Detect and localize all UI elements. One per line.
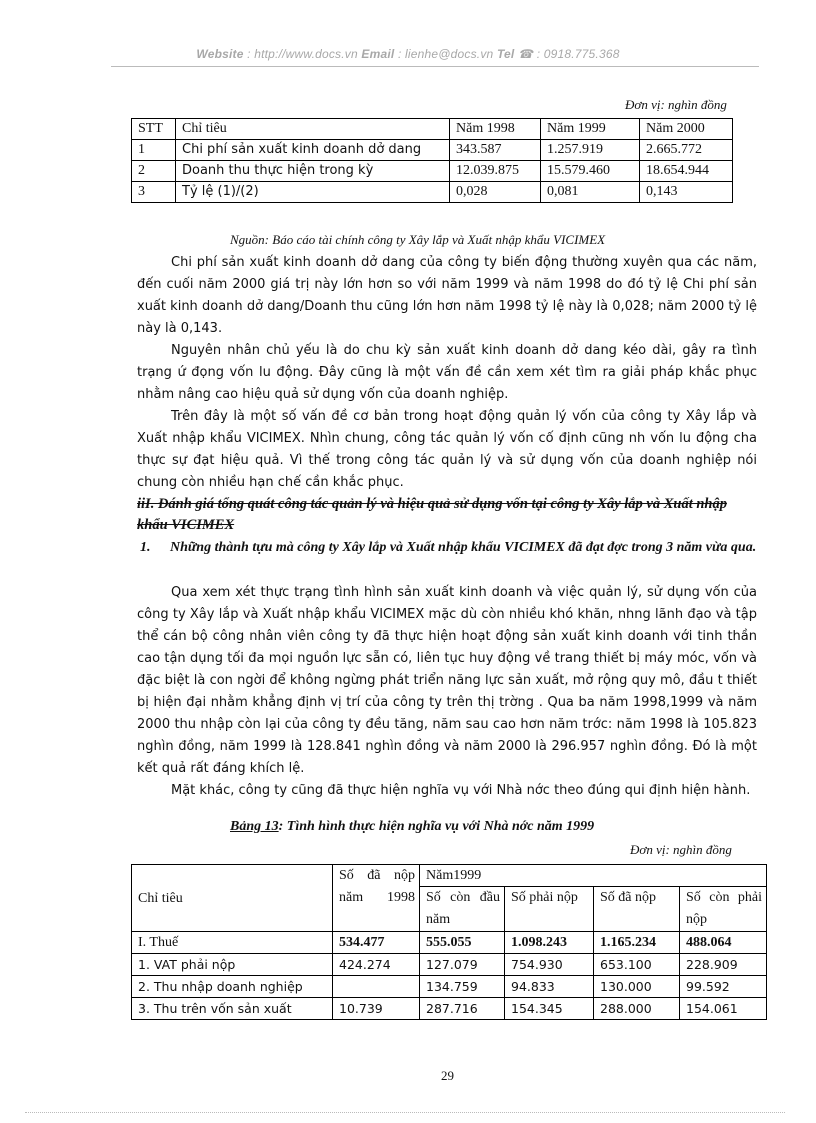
table-row: [132, 161, 733, 182]
subsection-number: 1.: [140, 540, 151, 555]
header-rule: [111, 66, 759, 67]
table-cell: 2. Thu nhập doanh nghiệp: [132, 976, 333, 998]
table-header-cell: Số còn phải nộp: [680, 887, 767, 932]
table-cell: Tỷ lệ (1)/(2): [176, 182, 450, 203]
table-cell: Chi phí sản xuất kinh doanh dở dang: [176, 140, 450, 161]
email-value[interactable]: : lienhe@docs.vn: [397, 47, 494, 61]
table-cell: 2: [132, 161, 176, 182]
table-cell: 127.079: [420, 954, 505, 976]
table-cell: 3: [132, 182, 176, 203]
table-cell: 754.930: [505, 954, 594, 976]
table-cell: 1.257.919: [541, 140, 640, 161]
table-cell: 130.000: [594, 976, 680, 998]
table-header-row: [132, 119, 733, 140]
table-cell: 653.100: [594, 954, 680, 976]
table-cell: 15.579.460: [541, 161, 640, 182]
paragraph: Mặt khác, công ty cũng đã thực hiện nghĩa vụ với Nhà nớc theo đúng qui định hiện hành.: [171, 783, 751, 798]
subsection-title: Những thành tựu mà công ty Xây lắp và Xuất nhập khẩu VICIMEX đã đạt đợc trong 3 năm vừa qua.: [170, 540, 757, 555]
paragraph: Trên đây là một số vấn đề cơ bản trong hoạt động quản lý vốn của công ty Xây lắp và Xuất nhập khẩu VICIMEX. Nhìn chung, công tác quản lý vốn cố định cũng nh vốn lu động cha thực sự đạt hiệu quả. Vì thế trong công tác quản lý và sử dụng vốn của doanh nghiệp nói chung còn nhiều hạn chế cần khắc phục.: [137, 409, 757, 490]
table-cell: 2.665.772: [640, 140, 733, 161]
table-header-cell: Năm 1999: [541, 119, 640, 140]
table-cell: 94.833: [505, 976, 594, 998]
tel-value: ☎ : 0918.775.368: [518, 47, 620, 61]
table-cell: 154.061: [680, 998, 767, 1020]
email-label: Email: [361, 47, 395, 61]
table-cell: 488.064: [680, 932, 767, 954]
table-header-group: Năm1999: [420, 865, 767, 887]
table-cell: 99.592: [680, 976, 767, 998]
table2-unit: Đơn vị: nghìn đồng: [630, 842, 732, 857]
table-cell: 18.654.944: [640, 161, 733, 182]
table-cell: 534.477: [333, 932, 420, 954]
table-cell: 3. Thu trên vốn sản xuất: [132, 998, 333, 1020]
table-header-cell: STT: [132, 119, 176, 140]
table-cell: 12.039.875: [450, 161, 541, 182]
table-cell: 228.909: [680, 954, 767, 976]
section-heading: iiI. Đánh giá tổng quát công tác quản lý và hiệu quả sử dụng vốn tại công ty Xây lắp và Xuất nhập khẩu VICIMEX: [137, 496, 727, 533]
table-row: [132, 182, 733, 203]
table-cell: 555.055: [420, 932, 505, 954]
table-cell: 288.000: [594, 998, 680, 1020]
table-cell: 287.716: [420, 998, 505, 1020]
table-cell: 1. VAT phải nộp: [132, 954, 333, 976]
paragraph: Chi phí sản xuất kinh doanh dở dang của công ty biến động thường xuyên qua các năm, đến cuối năm 2000 giá trị này lớn hơn so với năm 1999 và năm 1998 do đó tỷ lệ Chi phí sản xuất kinh doanh dở dang/Doanh thu cũng lớn hơn năm 1998 tỷ lệ này là 0,028; năm 2000 tỷ lệ này là 0,143.: [137, 255, 757, 336]
table2-caption: [230, 819, 594, 835]
page-number: 29: [441, 1068, 454, 1083]
table-cell: 0,143: [640, 182, 733, 203]
website-label: Website: [196, 47, 244, 61]
page-header: [0, 47, 816, 61]
table-cell: 134.759: [420, 976, 505, 998]
table-cell: 1: [132, 140, 176, 161]
cost-revenue-table: [131, 118, 733, 203]
table-header-cell: Chỉ tiêu: [132, 865, 333, 932]
table-row: [132, 976, 767, 998]
table-cell: 1.098.243: [505, 932, 594, 954]
table-row: [132, 140, 733, 161]
table-cell: 343.587: [450, 140, 541, 161]
table-header-cell: Số đã nộp: [594, 887, 680, 932]
table-header-cell: Số còn đầu năm: [420, 887, 505, 932]
footer-rule: [25, 1112, 785, 1113]
tax-obligations-table: [131, 864, 767, 1020]
table2-caption-label: Bảng 13: [230, 819, 279, 834]
table-header-row: [132, 865, 767, 887]
website-value[interactable]: : http://www.docs.vn: [247, 47, 358, 61]
subsection-heading: [140, 537, 760, 559]
table-header-cell: Số phải nộp: [505, 887, 594, 932]
table-cell: 154.345: [505, 998, 594, 1020]
table-cell: 0,028: [450, 182, 541, 203]
table-cell: 0,081: [541, 182, 640, 203]
table-cell: Doanh thu thực hiện trong kỳ: [176, 161, 450, 182]
tel-label: Tel: [496, 47, 515, 61]
table-row: [132, 932, 767, 954]
paragraph: Nguyên nhân chủ yếu là do chu kỳ sản xuất kinh doanh dở dang kéo dài, gây ra tình trạng ứ đọng vốn lu động. Đây cũng là một vấn đề cần xem xét tìm ra giải pháp khắc phục nhằm nâng cao hiệu quả sử dụng vốn của doanh nghiệp.: [137, 343, 757, 402]
table1-unit: Đơn vị: nghìn đồng: [625, 97, 727, 112]
body-text-block-2: [137, 582, 757, 802]
table-header-cell: Năm 2000: [640, 119, 733, 140]
table1-source: Nguồn: Báo cáo tài chính công ty Xây lắp và Xuất nhập khẩu VICIMEX: [230, 232, 606, 247]
table-cell: I. Thuế: [132, 932, 333, 954]
table-row: [132, 954, 767, 976]
table-header-cell: Năm 1998: [450, 119, 541, 140]
table-cell: 424.274: [333, 954, 420, 976]
table-header-cell: Số đã nộp năm 1998: [333, 865, 420, 932]
body-text-block-1: [137, 252, 757, 494]
paragraph: Qua xem xét thực trạng tình hình sản xuất kinh doanh và việc quản lý, sử dụng vốn của công ty Xây lắp và Xuất nhập khẩu VICIMEX mặc dù còn nhiều khó khăn, nhng lãnh đạo và tập thể cán bộ công nhân viên công ty đã thực hiện hoạt động sản xuất kinh doanh với tinh thần cao tận dụng tối đa mọi nguồn lực sẵn có, liên tục huy động về trang thiết bị máy móc, vốn và đặc biệt là con ngời để không ngừng phát triển năng lực sản xuất, mở rộng quy mô, đầu t thiết bị hiện đại nhằm khẳng định vị trí của công ty trên thị trờng . Qua ba năm 1998,1999 và năm 2000 thu nhập còn lại của công ty đều tăng, năm sau cao hơn năm trớc: năm 1998 là 105.823 nghìn đồng, năm 1999 là 128.841 nghìn đồng và năm 2000 là 296.957 nghìn đồng. Đó là một kết quả rất đáng khích lệ.: [137, 585, 757, 776]
table-cell: 1.165.234: [594, 932, 680, 954]
table-cell: [333, 976, 420, 998]
table-cell: 10.739: [333, 998, 420, 1020]
table2-caption-text: : Tình hình thực hiện nghĩa vụ với Nhà nớc năm 1999: [278, 819, 595, 834]
table-header-cell: Chỉ tiêu: [176, 119, 450, 140]
table-row: [132, 998, 767, 1020]
